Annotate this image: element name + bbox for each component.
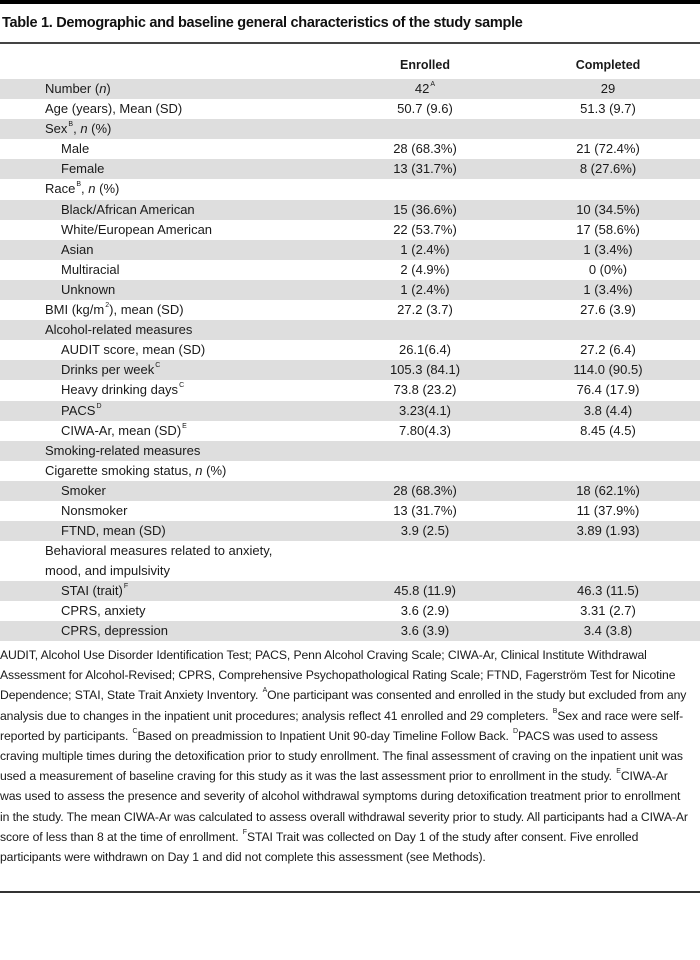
cell-completed: 3.31 (2.7) bbox=[580, 603, 636, 619]
row-label-text: Male bbox=[61, 141, 90, 157]
cell-completed: 3.89 (1.93) bbox=[576, 523, 640, 539]
cell-enrolled-value: 73.8 (23.2) bbox=[393, 382, 457, 398]
row-label bbox=[61, 521, 166, 541]
footnote-marker: B bbox=[552, 707, 558, 715]
cell-enrolled-value: 13 (31.7%) bbox=[393, 502, 457, 518]
footnote-notes bbox=[0, 688, 688, 864]
cell-completed: 27.2 (6.4) bbox=[580, 342, 636, 358]
cell-enrolled-value: 1 (2.4%) bbox=[400, 241, 450, 257]
row-label-text: Alcohol-related measures bbox=[45, 322, 193, 338]
cell-enrolled-value: 13 (31.7%) bbox=[393, 161, 457, 177]
table-row bbox=[0, 601, 700, 621]
table-row bbox=[0, 320, 700, 340]
row-label-text: STAI (trait) bbox=[61, 583, 123, 599]
table-row bbox=[0, 300, 700, 320]
cell-enrolled bbox=[370, 481, 480, 501]
cell-enrolled bbox=[370, 340, 480, 360]
cell-completed: 3.8 (4.4) bbox=[583, 402, 633, 418]
table-row bbox=[0, 200, 700, 220]
footnote-marker: A bbox=[262, 687, 268, 695]
cell-enrolled bbox=[370, 79, 480, 99]
row-label-italic: n bbox=[195, 462, 203, 478]
row-label-italic: n bbox=[99, 81, 107, 96]
cell-completed: 1 (3.4%) bbox=[583, 241, 633, 257]
row-label-text: Behavioral measures related to anxiety, mood, and impulsivity bbox=[45, 543, 273, 579]
row-label bbox=[45, 541, 305, 581]
row-label-text: Smoker bbox=[61, 482, 106, 498]
cell-enrolled-value: 3.9 (2.5) bbox=[400, 523, 450, 539]
cell-enrolled-value: 28 (68.3%) bbox=[393, 482, 457, 498]
table-row bbox=[0, 481, 700, 501]
row-label-text: Unknown bbox=[61, 281, 116, 297]
row-label-after: , bbox=[73, 121, 81, 137]
row-label bbox=[61, 360, 160, 380]
cell-enrolled bbox=[370, 240, 480, 260]
row-label-text: CIWA-Ar, mean (SD) bbox=[61, 422, 182, 438]
table-row bbox=[0, 139, 700, 159]
row-label-text: Black/African American bbox=[61, 201, 195, 217]
table-row bbox=[0, 541, 700, 581]
cell-enrolled-value: 3.23(4.1) bbox=[398, 402, 452, 418]
row-label-after: ), mean (SD) bbox=[109, 302, 184, 318]
table-row bbox=[0, 521, 700, 541]
row-label bbox=[61, 159, 104, 179]
footnote-note-text: CIWA-Ar was used to assess the presence and severity of alcohol withdrawal symptoms during detoxification treatment prior to enrollment in the study. The mean CIWA-Ar was calculated to assess overall withdrawal severity prior to study. All participants had a CIWA-Ar score of less than 8 at the time of enrollment. bbox=[0, 769, 688, 844]
table-header bbox=[0, 54, 700, 79]
footnote-marker: E bbox=[182, 422, 187, 430]
row-label bbox=[61, 380, 184, 400]
row-label-text: PACS bbox=[61, 402, 96, 418]
row-label bbox=[45, 119, 111, 139]
footnote-note-text: Sex and race were self-reported by participants. bbox=[0, 708, 684, 743]
row-label-suffix: (%) bbox=[95, 181, 120, 197]
table-row bbox=[0, 401, 700, 421]
cell-enrolled bbox=[370, 260, 480, 280]
cell-enrolled-value: 42 bbox=[414, 81, 430, 96]
cell-enrolled bbox=[370, 159, 480, 179]
table-row bbox=[0, 360, 700, 380]
table-row bbox=[0, 340, 700, 360]
table-body bbox=[0, 79, 700, 641]
cell-completed: 21 (72.4%) bbox=[576, 141, 640, 157]
cell-enrolled bbox=[370, 521, 480, 541]
cell-enrolled-value: 15 (36.6%) bbox=[393, 201, 457, 217]
cell-enrolled bbox=[370, 139, 480, 159]
row-label-text: AUDIT score, mean (SD) bbox=[61, 342, 206, 358]
row-label-text: Female bbox=[61, 161, 105, 177]
table-row bbox=[0, 461, 700, 481]
row-label-after: , bbox=[81, 181, 89, 197]
footnote-marker: E bbox=[616, 768, 621, 776]
cell-completed: 27.6 (3.9) bbox=[580, 302, 636, 318]
top-rule bbox=[0, 0, 700, 4]
column-header-completed: Completed bbox=[575, 58, 641, 72]
row-label-text: Number ( bbox=[45, 81, 100, 96]
row-label-text: Multiracial bbox=[61, 261, 120, 277]
table-row bbox=[0, 119, 700, 139]
footnote-note-text: One participant was consented and enrolled in the study but excluded from any analysis due to changes in the inpatient unit procedures; analysis reflect 41 enrolled and 29 completers. bbox=[0, 688, 687, 723]
table-row bbox=[0, 501, 700, 521]
row-label bbox=[61, 200, 195, 220]
cell-completed: 8 (27.6%) bbox=[579, 161, 637, 177]
bottom-rule bbox=[0, 891, 700, 893]
row-label bbox=[45, 79, 111, 99]
cell-completed: 17 (58.6%) bbox=[576, 221, 640, 237]
footnote-marker: B bbox=[68, 121, 74, 129]
row-label-suffix: (%) bbox=[202, 462, 227, 478]
cell-completed: 8.45 (4.5) bbox=[580, 422, 636, 438]
cell-enrolled bbox=[370, 360, 480, 380]
cell-enrolled-value: 22 (53.7%) bbox=[393, 221, 457, 237]
footnote-marker: C bbox=[179, 382, 185, 390]
row-label bbox=[61, 501, 127, 521]
table-row bbox=[0, 240, 700, 260]
cell-completed: 1 (3.4%) bbox=[583, 281, 633, 297]
cell-completed: 46.3 (11.5) bbox=[577, 583, 639, 599]
row-label bbox=[61, 601, 146, 621]
row-label-text: CPRS, anxiety bbox=[61, 603, 146, 619]
footnote-abbreviations: AUDIT, Alcohol Use Disorder Identification Test; PACS, Penn Alcohol Craving Scale; CIWA-Ar, Clinical Institute Withdrawal Assessment for Alcohol-Revised; CPRS, Comprehensive Psychopathological Rating Scale; FTND, Fagerström Test for Nicotine Dependence; STAI, State Trait Anxiety Inventory. bbox=[0, 648, 676, 703]
row-label-text: Smoking-related measures bbox=[45, 442, 201, 458]
cell-enrolled bbox=[370, 621, 480, 641]
cell-enrolled-value: 27.2 (3.7) bbox=[397, 302, 453, 318]
cell-completed: 0 (0%) bbox=[588, 261, 628, 277]
row-label-text: Nonsmoker bbox=[61, 502, 128, 518]
row-label bbox=[61, 621, 168, 641]
table-row bbox=[0, 581, 700, 601]
table-title: Table 1. Demographic and baseline general characteristics of the study sample bbox=[2, 15, 523, 31]
table-row bbox=[0, 220, 700, 240]
row-label bbox=[61, 481, 106, 501]
table-row bbox=[0, 421, 700, 441]
row-label-text: Heavy drinking days bbox=[61, 382, 179, 398]
cell-completed: 18 (62.1%) bbox=[576, 482, 640, 498]
row-label bbox=[45, 179, 119, 199]
row-label-suffix: (%) bbox=[87, 121, 112, 137]
cell-enrolled bbox=[370, 380, 480, 400]
cell-enrolled-value: 1 (2.4%) bbox=[400, 281, 450, 297]
cell-enrolled-value: 3.6 (3.9) bbox=[400, 623, 450, 639]
cell-enrolled bbox=[370, 401, 480, 421]
row-label bbox=[61, 401, 102, 421]
row-label-text: Cigarette smoking status, bbox=[45, 462, 196, 478]
row-label-text: White/European American bbox=[61, 221, 213, 237]
footnote-marker: D bbox=[96, 402, 102, 410]
row-label-text: Drinks per week bbox=[61, 362, 155, 378]
row-label bbox=[61, 240, 94, 260]
footnote-marker: F bbox=[242, 828, 247, 836]
row-label-text: FTND, mean (SD) bbox=[61, 523, 166, 539]
footnote-marker: D bbox=[513, 727, 518, 735]
row-label-suffix: ) bbox=[106, 81, 111, 96]
cell-enrolled bbox=[370, 601, 480, 621]
row-label bbox=[45, 320, 192, 340]
footnote-note-text: Based on preadmission to Inpatient Unit 90-day Timeline Follow Back. bbox=[137, 728, 513, 743]
row-label-italic: n bbox=[80, 121, 88, 137]
cell-enrolled-value: 3.6 (2.9) bbox=[400, 603, 450, 619]
footnote-marker: 2 bbox=[105, 302, 110, 310]
characteristics-table bbox=[0, 54, 700, 641]
row-label bbox=[61, 421, 187, 441]
table-row bbox=[0, 380, 700, 400]
cell-enrolled bbox=[370, 581, 480, 601]
cell-enrolled-value: 50.7 (9.6) bbox=[397, 101, 453, 117]
row-label-text: Asian bbox=[61, 241, 94, 257]
row-label-text: Sex bbox=[45, 121, 68, 137]
footnote-marker: F bbox=[123, 583, 129, 591]
cell-completed: 3.4 (3.8) bbox=[583, 623, 633, 639]
cell-completed: 76.4 (17.9) bbox=[576, 382, 640, 398]
row-label-text: Age (years), Mean (SD) bbox=[45, 101, 183, 117]
cell-completed: 11 (37.9%) bbox=[576, 502, 640, 518]
cell-enrolled bbox=[370, 99, 480, 119]
footnote-marker: B bbox=[76, 181, 82, 189]
row-label-text: BMI (kg/m bbox=[45, 302, 105, 318]
table-row bbox=[0, 159, 700, 179]
cell-enrolled-value: 45.8 (11.9) bbox=[394, 583, 456, 599]
row-label bbox=[61, 260, 120, 280]
table-row bbox=[0, 260, 700, 280]
title-rule bbox=[0, 42, 700, 44]
footnote-marker: A bbox=[430, 81, 436, 88]
column-header-enrolled: Enrolled bbox=[399, 58, 450, 72]
row-label bbox=[45, 461, 226, 481]
row-label-italic: n bbox=[88, 181, 96, 197]
cell-enrolled bbox=[370, 300, 480, 320]
table-row bbox=[0, 179, 700, 199]
table-row bbox=[0, 280, 700, 300]
row-label bbox=[61, 340, 205, 360]
table-row bbox=[0, 621, 700, 641]
cell-completed: 29 bbox=[600, 81, 616, 96]
cell-enrolled bbox=[370, 200, 480, 220]
row-label bbox=[45, 300, 184, 320]
cell-enrolled bbox=[370, 280, 480, 300]
cell-enrolled bbox=[370, 220, 480, 240]
table-row bbox=[0, 79, 700, 99]
cell-completed: 114.0 (90.5) bbox=[573, 362, 643, 378]
row-label bbox=[61, 280, 115, 300]
footnote-marker: C bbox=[132, 727, 138, 735]
table-row bbox=[0, 441, 700, 461]
cell-enrolled-value: 28 (68.3%) bbox=[393, 141, 457, 157]
table-footnote bbox=[0, 645, 690, 867]
cell-enrolled bbox=[370, 421, 480, 441]
cell-enrolled bbox=[370, 501, 480, 521]
cell-completed: 51.3 (9.7) bbox=[580, 101, 636, 117]
cell-enrolled-value: 2 (4.9%) bbox=[400, 261, 450, 277]
footnote-note-text: STAI Trait was collected on Day 1 of the study after consent. Five enrolled participants were withdrawn on Day 1 and did not complete this assessment (see Methods). bbox=[0, 829, 639, 865]
cell-completed: 10 (34.5%) bbox=[576, 201, 640, 217]
row-label bbox=[61, 581, 128, 601]
row-label bbox=[45, 441, 200, 461]
cell-enrolled-value: 105.3 (84.1) bbox=[389, 362, 461, 378]
footnote-marker: C bbox=[155, 362, 161, 370]
cell-enrolled-value: 26.1(6.4) bbox=[398, 342, 452, 358]
table-row bbox=[0, 99, 700, 119]
row-label bbox=[45, 99, 182, 119]
row-label bbox=[61, 139, 89, 159]
row-label bbox=[61, 220, 212, 240]
row-label-text: CPRS, depression bbox=[61, 623, 168, 639]
row-label-text: Race bbox=[45, 181, 76, 197]
cell-enrolled-value: 7.80(4.3) bbox=[398, 422, 452, 438]
footnote-note-text: PACS was used to assess craving multiple times during the detoxification prior to study enrollment. The final assessment of craving on the inpatient unit was used a measurement of baseline craving for this study as it was the last assessment prior to enrollment in the study. bbox=[0, 728, 683, 784]
